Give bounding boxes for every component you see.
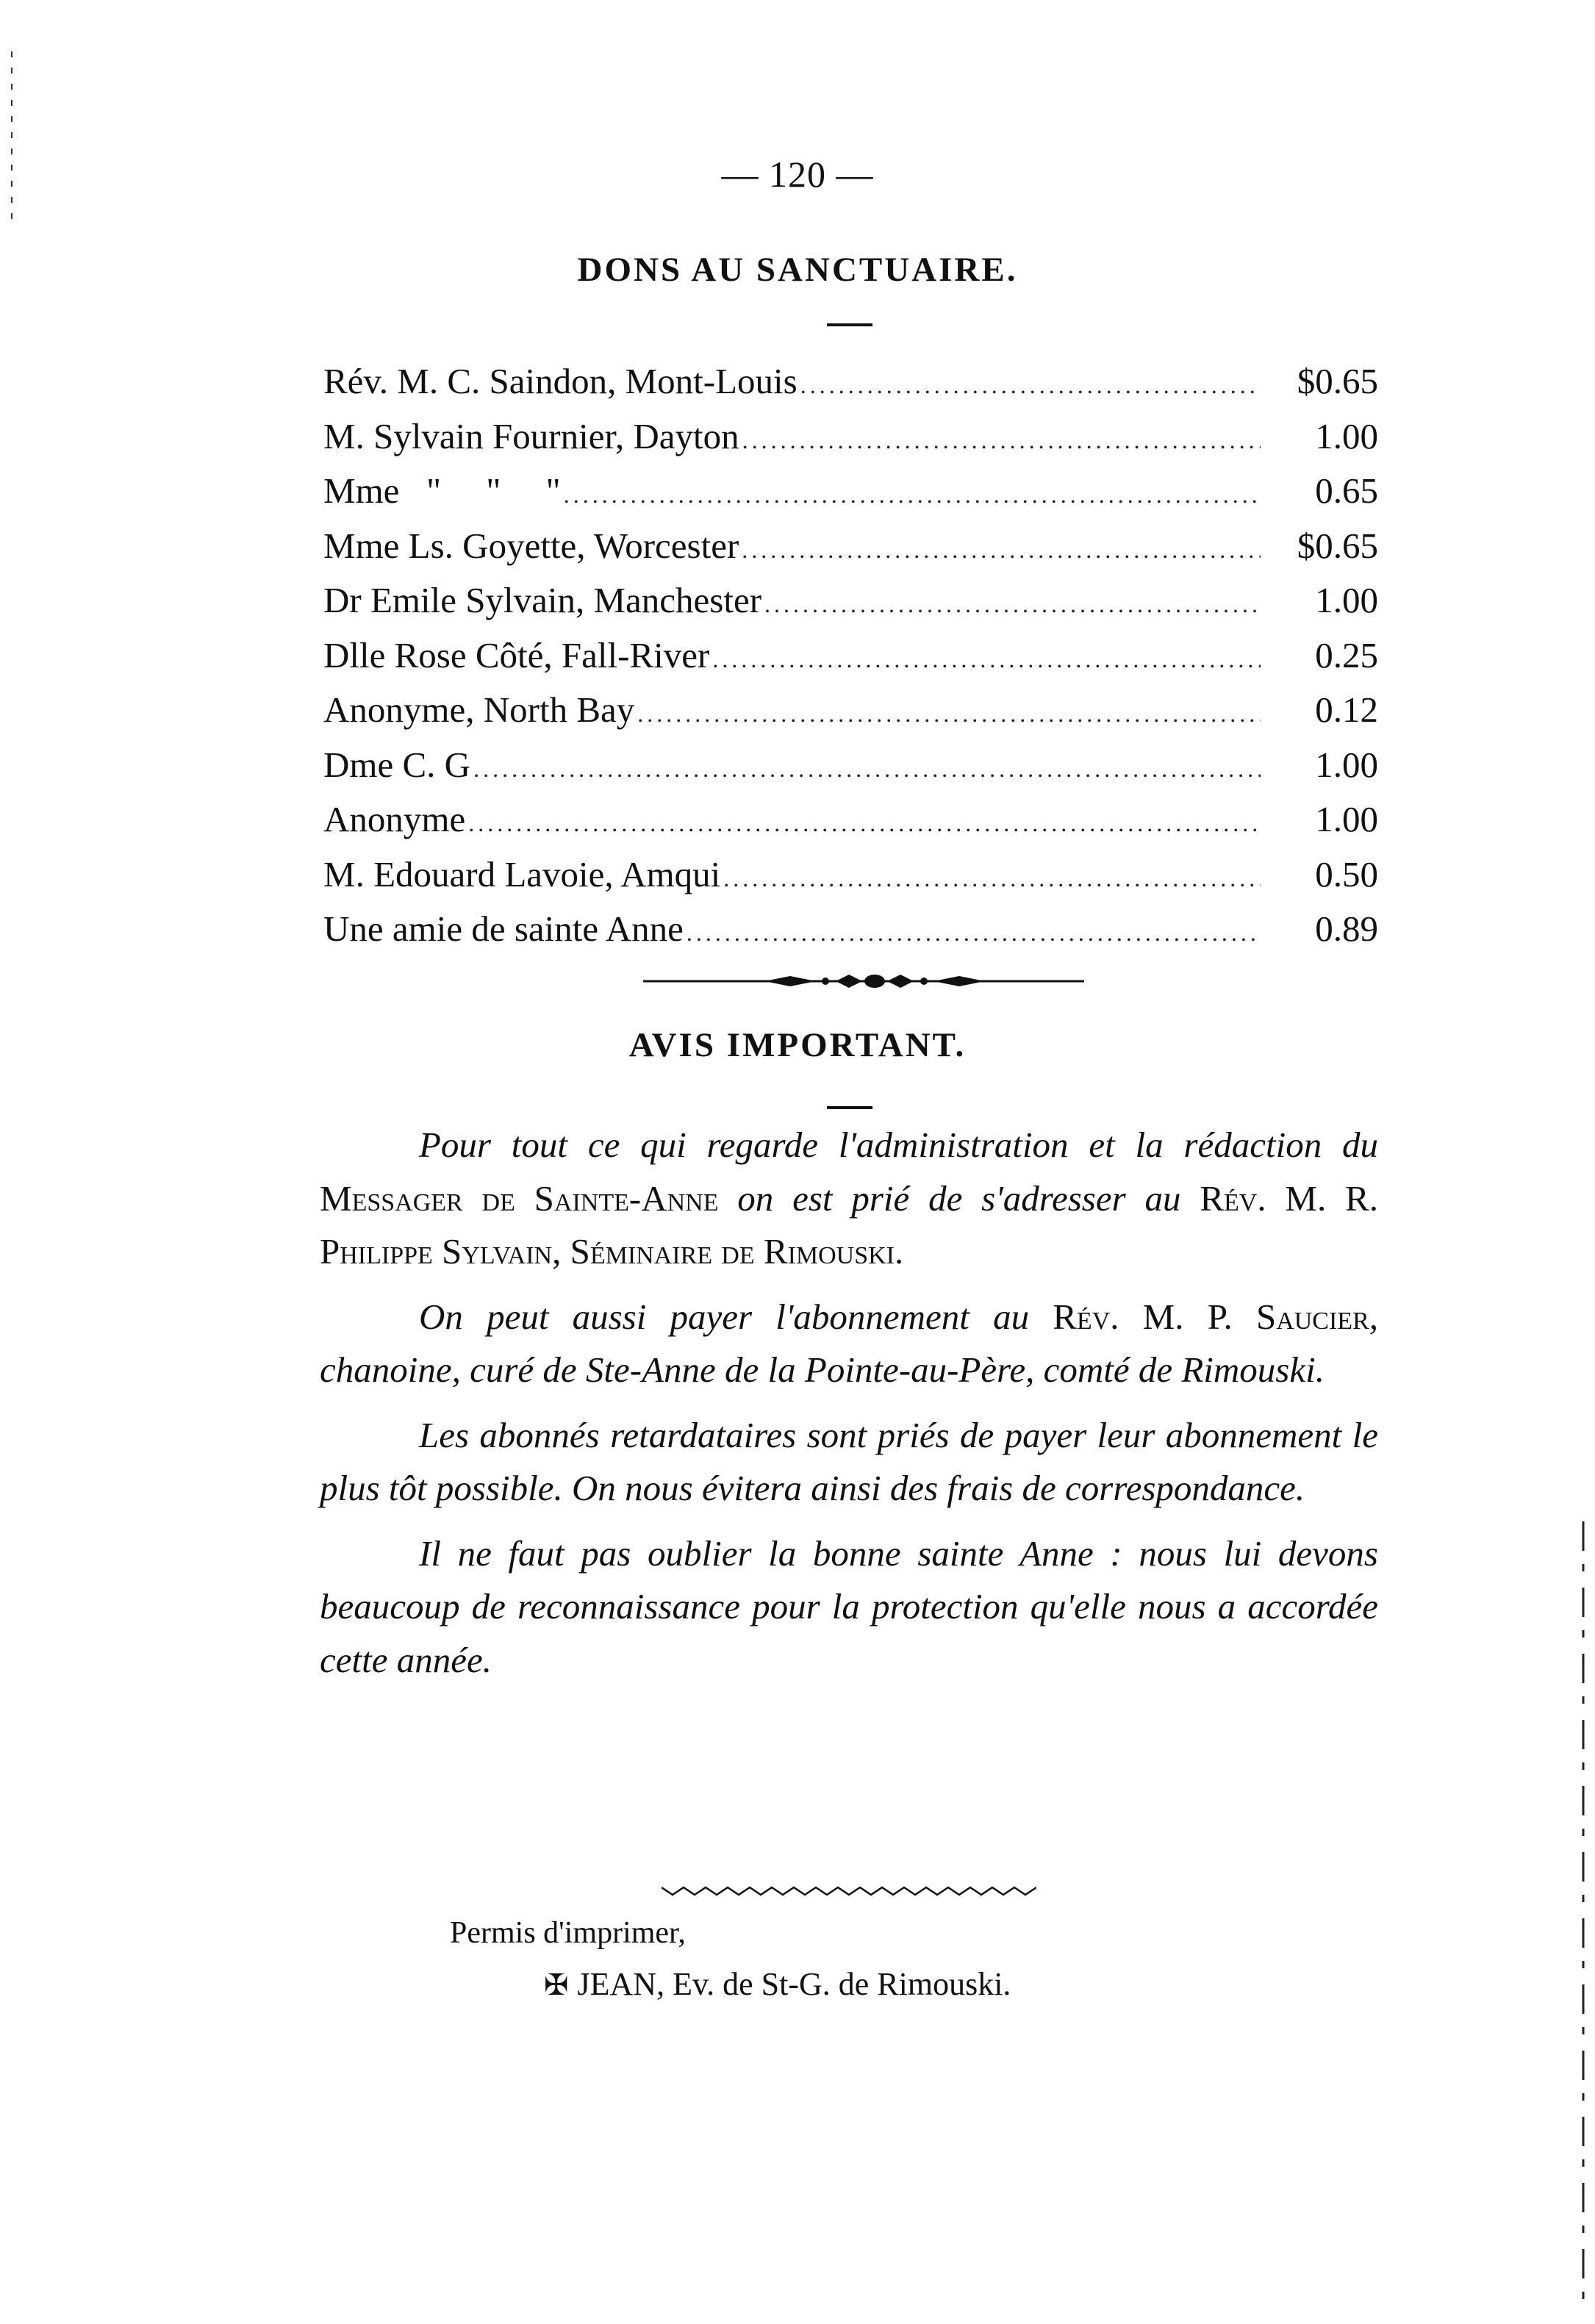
donation-row <box>323 683 1378 738</box>
donation-amount: 0.65 <box>1315 470 1378 511</box>
donor-name: Anonyme, North Bay <box>323 689 635 730</box>
contact-name: Rév. M. R. Philippe Sylvain, Séminaire de Rimouski. <box>320 1177 1378 1272</box>
donation-amount: 1.00 <box>1315 580 1378 620</box>
donor-name: Anonyme <box>323 799 466 839</box>
donation-row <box>323 464 1378 519</box>
title-rule <box>827 323 872 326</box>
donation-amount: 1.00 <box>1315 415 1378 456</box>
text-run: Pour tout ce qui regarde l'administration et la rédaction du <box>419 1125 1378 1165</box>
leader-dots <box>564 467 1261 523</box>
signature-text: JEAN, Ev. de St-G. de Rimouski. <box>577 1966 1011 2002</box>
title-rule <box>827 1106 872 1109</box>
donor-name: Dr Emile Sylvain, Manchester <box>323 580 762 620</box>
donation-row <box>323 628 1378 684</box>
donation-amount: 0.89 <box>1315 908 1378 949</box>
leader-dots <box>764 577 1261 632</box>
donation-row <box>323 354 1378 409</box>
avis-paragraph: Les abonnés retardataires sont priés de payer leur abonnement le plus tôt possible. On nous évitera ainsi des frais de correspondance. <box>320 1414 1378 1508</box>
donation-amount: 0.12 <box>1315 689 1378 730</box>
donation-amount: 1.00 <box>1315 744 1378 785</box>
ornament-divider <box>643 970 1084 992</box>
leader-dots <box>712 632 1261 687</box>
donation-row <box>323 519 1378 574</box>
donor-name: Rév. M. C. Saindon, Mont-Louis <box>323 361 798 401</box>
avis-body <box>320 1119 1378 1699</box>
avis-paragraph <box>320 1119 1378 1279</box>
avis-title: AVIS IMPORTANT. <box>628 1026 967 1064</box>
donation-amount: 0.50 <box>1315 853 1378 894</box>
donation-amount: 1.00 <box>1315 799 1378 839</box>
donation-row <box>323 738 1378 793</box>
leader-dots <box>687 905 1261 961</box>
donation-row <box>323 792 1378 847</box>
donations-list <box>323 354 1378 957</box>
leader-dots <box>468 796 1261 851</box>
donation-row <box>323 902 1378 957</box>
donor-name: Mme " " " <box>323 470 561 511</box>
text-run: , chanoine, curé de Ste-Anne de la Pointe-au-Père, comté de Rimouski. <box>320 1296 1378 1390</box>
wavy-divider <box>662 1882 1036 1901</box>
donor-name: Une amie de sainte Anne <box>323 908 684 949</box>
leader-dots <box>742 523 1261 578</box>
donation-row <box>323 847 1378 903</box>
donor-name: M. Edouard Lavoie, Amqui <box>323 853 721 894</box>
leader-dots <box>637 686 1261 742</box>
avis-paragraph: Il ne faut pas oublier la bonne sainte Anne : nous lui devons beaucoup de reconnaissance pour la protection qu'elle nous a accordée cette année. <box>320 1532 1378 1680</box>
leader-dots <box>723 851 1261 906</box>
donation-row <box>323 409 1378 465</box>
donor-name: Mme Ls. Goyette, Worcester <box>323 525 739 566</box>
text-run: On peut aussi payer l'abonnement au <box>419 1296 1053 1337</box>
leader-dots <box>800 358 1261 413</box>
dons-title: DONS AU SANCTUAIRE. <box>577 251 1018 289</box>
donor-name: Dme C. G <box>323 744 471 785</box>
leader-dots <box>742 413 1261 468</box>
donation-row <box>323 573 1378 628</box>
right-edge-marks <box>1576 0 1591 2324</box>
donation-amount: 0.25 <box>1315 634 1378 675</box>
donation-amount: $0.65 <box>1297 525 1378 566</box>
cross-icon: ✠ <box>544 1968 569 2001</box>
publication-name: Messager de Sainte-Anne <box>320 1177 719 1219</box>
donation-amount: $0.65 <box>1297 361 1378 401</box>
signature-line <box>544 1962 1011 2007</box>
leader-dots <box>473 742 1261 797</box>
avis-paragraph <box>320 1291 1378 1397</box>
contact-name: Rév. M. P. Saucier <box>1053 1296 1369 1337</box>
permis-imprimer: Permis d'imprimer, <box>450 1916 686 1950</box>
donor-name: M. Sylvain Fournier, Dayton <box>323 415 739 456</box>
left-edge-marks <box>4 0 19 2324</box>
donor-name: Dlle Rose Côté, Fall-River <box>323 634 710 675</box>
page-number: — 120 — <box>721 154 874 195</box>
text-run: on est prié de s'adresser au <box>718 1177 1200 1219</box>
